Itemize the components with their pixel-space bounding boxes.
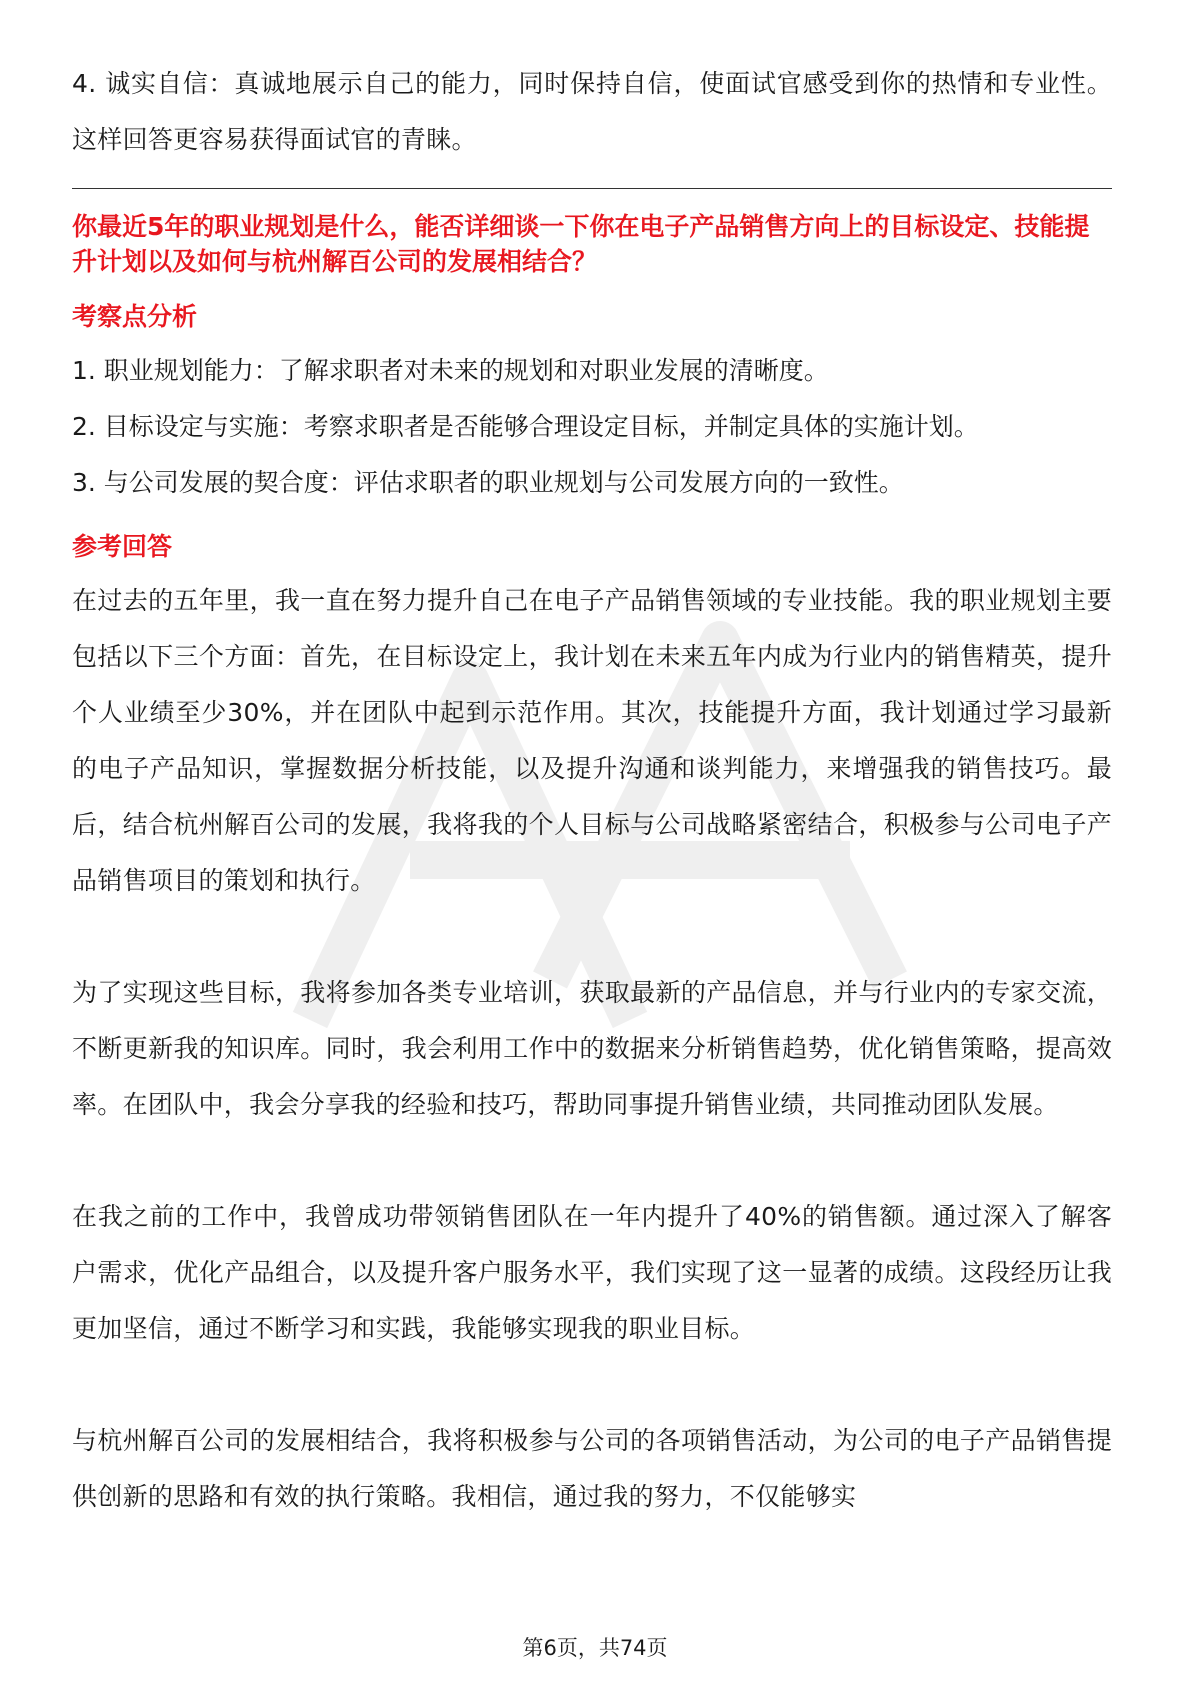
interview-question: 你最近5年的职业规划是什么，能否详细谈一下你在电子产品销售方向上的目标设定、技能提升计划以及如何与杭州解百公司的发展相结合？: [72, 212, 1090, 276]
paragraph-gap: [72, 909, 1112, 965]
analysis-list: [72, 343, 1112, 511]
page-content: [72, 56, 1112, 1525]
answer-heading: 参考回答: [72, 532, 173, 561]
answer-paragraph: 在我之前的工作中，我曾成功带领销售团队在一年内提升了40%的销售额。通过深入了解客户需求，优化产品组合，以及提升客户服务水平，我们实现了这一显著的成绩。这段经历让我更加坚信，通过不断学习和实践，我能够实现我的职业目标。: [72, 1202, 1112, 1343]
paragraph-gap: [72, 1357, 1112, 1413]
analysis-heading: 考察点分析: [72, 302, 198, 331]
analysis-item: 3. 与公司发展的契合度：评估求职者的职业规划与公司发展方向的一致性。: [72, 468, 904, 497]
analysis-item: 1. 职业规划能力：了解求职者对未来的规划和对职业发展的清晰度。: [72, 356, 829, 385]
answer-paragraph: 与杭州解百公司的发展相结合，我将积极参与公司的各项销售活动，为公司的电子产品销售提供创新的思路和有效的执行策略。我相信，通过我的努力，不仅能够实: [72, 1426, 1112, 1511]
paragraph-gap: [72, 1133, 1112, 1189]
page-number: 第6页，共74页: [522, 1636, 668, 1660]
analysis-item: 2. 目标设定与实施：考察求职者是否能够合理设定目标，并制定具体的实施计划。: [72, 412, 979, 441]
answer-paragraph: 在过去的五年里，我一直在努力提升自己在电子产品销售领域的专业技能。我的职业规划主要包括以下三个方面：首先，在目标设定上，我计划在未来五年内成为行业内的销售精英，提升个人业绩至少30%，并在团队中起到示范作用。其次，技能提升方面，我计划通过学习最新的电子产品知识，掌握数据分析技能，以及提升沟通和谈判能力，来增强我的销售技巧。最后，结合杭州解百公司的发展，我将我的个人目标与公司战略紧密结合，积极参与公司电子产品销售项目的策划和执行。: [72, 586, 1112, 895]
continued-list-item: 4. 诚实自信：真诚地展示自己的能力，同时保持自信，使面试官感受到你的热情和专业性。这样回答更容易获得面试官的青睐。: [72, 69, 1112, 154]
answer-body: [72, 573, 1112, 1525]
answer-paragraph: 为了实现这些目标，我将参加各类专业培训，获取最新的产品信息，并与行业内的专家交流，不断更新我的知识库。同时，我会利用工作中的数据来分析销售趋势，优化销售策略，提高效率。在团队中，我会分享我的经验和技巧，帮助同事提升销售业绩，共同推动团队发展。: [72, 978, 1112, 1119]
section-divider: [72, 188, 1112, 189]
